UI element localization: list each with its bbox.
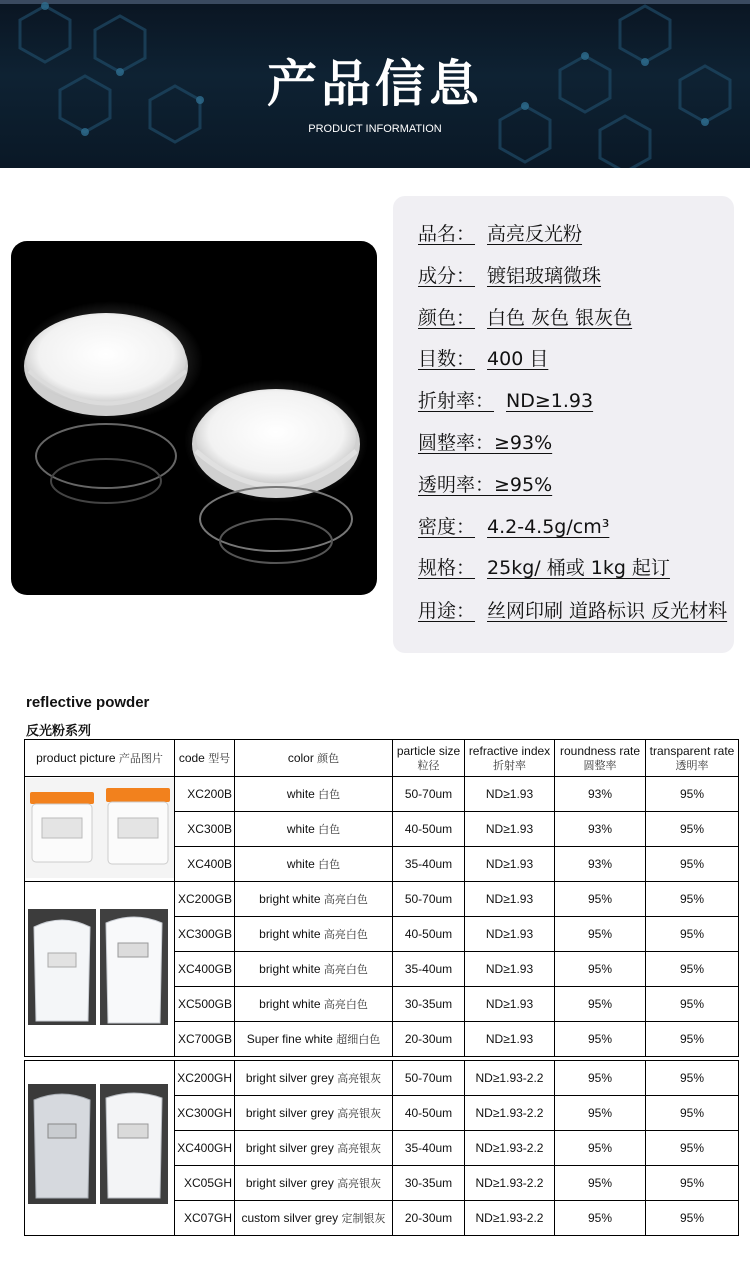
cell-size: 40-50um (393, 812, 465, 847)
cell-roundness: 93% (555, 777, 646, 812)
cell-transparency: 95% (646, 917, 739, 952)
cell-size: 35-40um (393, 847, 465, 882)
cell-size: 50-70um (393, 882, 465, 917)
header-color: color 颜色 (235, 740, 393, 777)
cell-roundness: 95% (555, 1061, 646, 1096)
cell-color: bright silver grey 高亮银灰 (235, 1131, 393, 1166)
cell-size: 35-40um (393, 1131, 465, 1166)
cell-transparency: 95% (646, 812, 739, 847)
info-row-density: 密度： 4.2-4.5g/cm³ (418, 516, 610, 538)
cell-roundness: 93% (555, 812, 646, 847)
cell-index: ND≥1.93-2.2 (465, 1201, 555, 1236)
info-row-mesh: 目数： 400 目 (418, 348, 549, 370)
cell-roundness: 93% (555, 847, 646, 882)
cell-roundness: 95% (555, 1022, 646, 1057)
table-row (25, 882, 739, 917)
header-picture: product picture 产品图片 (25, 740, 175, 777)
cell-code: XC300B (175, 812, 235, 847)
header-transparent-rate: transparent rate 透明率 (646, 740, 739, 777)
info-row-transparency: 透明率：≥95% (418, 474, 553, 496)
info-row-composition: 成分： 镀铝玻璃微珠 (418, 265, 602, 287)
cell-index: ND≥1.93 (465, 917, 555, 952)
cell-index: ND≥1.93-2.2 (465, 1166, 555, 1201)
cell-size: 40-50um (393, 917, 465, 952)
cell-code: XC07GH (175, 1201, 235, 1236)
cell-color: white 白色 (235, 777, 393, 812)
cell-transparency: 95% (646, 1096, 739, 1131)
info-row-refractive-index: 折射率： ND≥1.93 (418, 390, 594, 412)
cell-transparency: 95% (646, 1022, 739, 1057)
cell-color: custom silver grey 定制银灰 (235, 1201, 393, 1236)
table-row (25, 1061, 739, 1096)
cell-color: bright silver grey 高亮银灰 (235, 1166, 393, 1201)
cell-size: 50-70um (393, 1061, 465, 1096)
cell-roundness: 95% (555, 952, 646, 987)
cell-color: bright white 高亮白色 (235, 882, 393, 917)
cell-color: bright white 高亮白色 (235, 987, 393, 1022)
cell-index: ND≥1.93 (465, 1022, 555, 1057)
info-row-name: 品名： 高亮反光粉 (418, 223, 583, 245)
product-image-jars (25, 777, 175, 882)
cell-size: 20-30um (393, 1201, 465, 1236)
product-photo (11, 241, 377, 595)
product-image-grey-bags (25, 1061, 175, 1236)
product-image-white-bags (25, 882, 175, 1057)
cell-code: XC300GB (175, 917, 235, 952)
cell-size: 35-40um (393, 952, 465, 987)
cell-index: ND≥1.93 (465, 882, 555, 917)
cell-index: ND≥1.93-2.2 (465, 1131, 555, 1166)
cell-index: ND≥1.93-2.2 (465, 1096, 555, 1131)
cell-color: bright silver grey 高亮银灰 (235, 1096, 393, 1131)
cell-color: bright silver grey 高亮银灰 (235, 1061, 393, 1096)
cell-transparency: 95% (646, 777, 739, 812)
cell-code: XC700GB (175, 1022, 235, 1057)
cell-code: XC400GH (175, 1131, 235, 1166)
cell-transparency: 95% (646, 1131, 739, 1166)
info-row-color: 颜色： 白色 灰色 银灰色 (418, 307, 633, 329)
cell-roundness: 95% (555, 1201, 646, 1236)
cell-size: 30-35um (393, 987, 465, 1022)
cell-index: ND≥1.93 (465, 952, 555, 987)
table-row (25, 777, 739, 812)
cell-code: XC300GH (175, 1096, 235, 1131)
cell-code: XC400GB (175, 952, 235, 987)
cell-index: ND≥1.93-2.2 (465, 1061, 555, 1096)
cell-index: ND≥1.93 (465, 812, 555, 847)
cell-transparency: 95% (646, 847, 739, 882)
cell-transparency: 95% (646, 987, 739, 1022)
header-refractive-index: refractive index 折射率 (465, 740, 555, 777)
cell-index: ND≥1.93 (465, 777, 555, 812)
cell-size: 40-50um (393, 1096, 465, 1131)
cell-transparency: 95% (646, 1166, 739, 1201)
cell-transparency: 95% (646, 1061, 739, 1096)
banner-subtitle: PRODUCT INFORMATION (308, 123, 442, 135)
cell-roundness: 95% (555, 1131, 646, 1166)
header-banner (0, 0, 750, 168)
cell-color: bright white 高亮白色 (235, 952, 393, 987)
cell-index: ND≥1.93 (465, 987, 555, 1022)
product-info-panel (393, 196, 734, 653)
cell-index: ND≥1.93 (465, 847, 555, 882)
cell-color: bright white 高亮白色 (235, 917, 393, 952)
header-code: code 型号 (175, 740, 235, 777)
cell-code: XC05GH (175, 1166, 235, 1201)
cell-code: XC500GB (175, 987, 235, 1022)
info-row-spec: 规格： 25kg/ 桶或 1kg 起订 (418, 557, 670, 579)
cell-code: XC200B (175, 777, 235, 812)
cell-size: 20-30um (393, 1022, 465, 1057)
header-particle-size: particle size 粒径 (393, 740, 465, 777)
cell-transparency: 95% (646, 1201, 739, 1236)
cell-size: 50-70um (393, 777, 465, 812)
cell-transparency: 95% (646, 952, 739, 987)
cell-roundness: 95% (555, 987, 646, 1022)
table-header-row (25, 740, 739, 777)
cell-size: 30-35um (393, 1166, 465, 1201)
section-title-en: reflective powder (26, 694, 150, 711)
cell-code: XC200GH (175, 1061, 235, 1096)
cell-color: white 白色 (235, 812, 393, 847)
info-row-roundness: 圆整率：≥93% (418, 432, 553, 454)
cell-color: Super fine white 超细白色 (235, 1022, 393, 1057)
header-roundness-rate: roundness rate 圆整率 (555, 740, 646, 777)
cell-roundness: 95% (555, 1096, 646, 1131)
info-row-usage: 用途： 丝网印刷 道路标识 反光材料 (418, 600, 728, 622)
banner-title: 产品信息 (267, 55, 483, 113)
product-table (24, 739, 739, 1236)
cell-roundness: 95% (555, 882, 646, 917)
cell-roundness: 95% (555, 917, 646, 952)
cell-code: XC200GB (175, 882, 235, 917)
cell-transparency: 95% (646, 882, 739, 917)
cell-color: white 白色 (235, 847, 393, 882)
section-title-zh: 反光粉系列 (26, 724, 92, 739)
cell-roundness: 95% (555, 1166, 646, 1201)
cell-code: XC400B (175, 847, 235, 882)
